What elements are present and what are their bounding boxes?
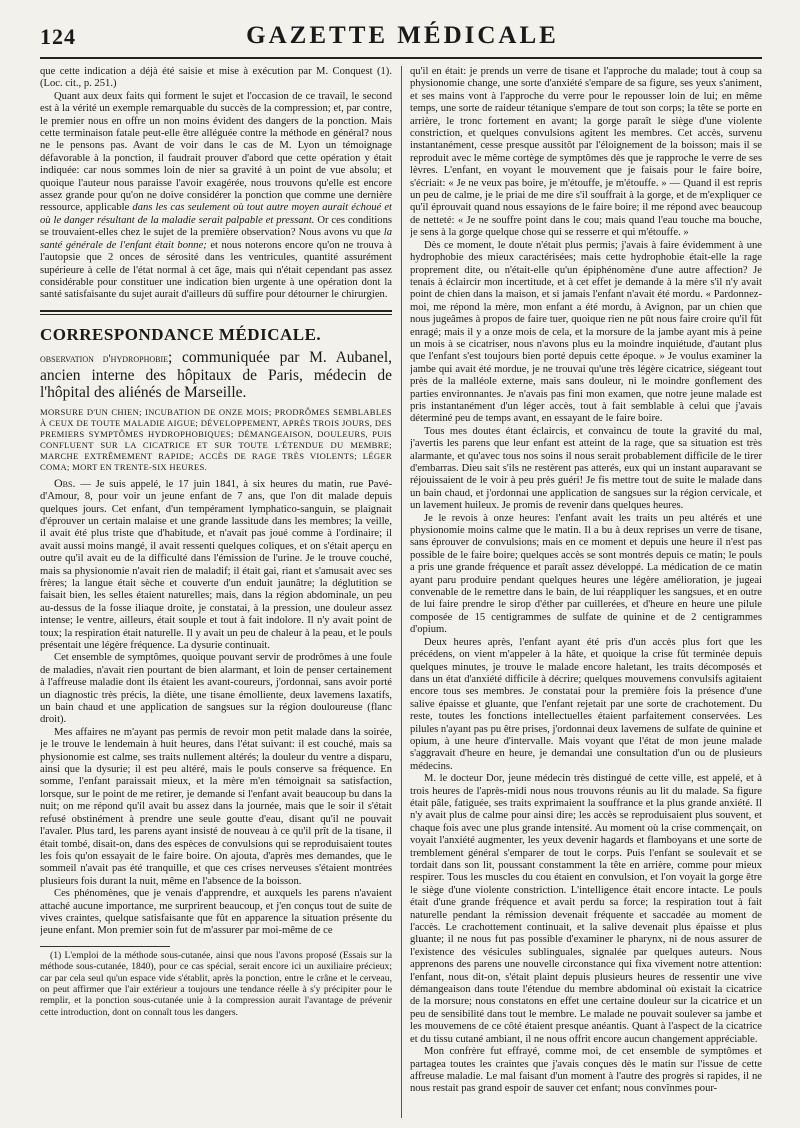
right-column [410, 66, 762, 1121]
paragraph: Deux heures après, l'enfant ayant été pris d'un accès plus fort que les précédens, on vient m'appeler à la hâte, et quoique la crise fût terminée depuis quelques minutes, je trouve le malade encore haletant, les traits décomposés et dans un état d'anxiété difficile à décrire; quelques mouvemens convulsifs agitaient encore tous ses membres. Je constatai pour la première fois la présence d'une salive épaisse et gluante, que l'enfant rejetait par une sorte de crachotement. Du reste, toutes les fonctions intellectuelles étaient parfaitement conservées. Les pilules n'ayant pas pu être prises, j'ordonnai deux lavemens de sulfate de quinine et opium, à une heure d'intervalle. Mais voyant que l'état de mon jeune malade s'aggravait d'heure en heure, je demandai une consultation d'un ou de plusieurs médecins. [410, 636, 762, 772]
article-summary: MORSURE D'UN CHIEN; INCUBATION DE ONZE MOIS; PRODRÔMES SEMBLABLES À CEUX DE TOUTE MALADIE AIGUE; DÉVELOPPEMENT, APRÈS TROIS JOURS, DES PREMIERS SYMPTÔMES HYDROPHOBIQUES; DÉMANGEAISON, DOULEURS, PUIS CONFLUENT SUR LA CICATRICE ET SUR TOUTE L'ÉTENDUE DU MEMBRE; MARCHE EXTRÊMEMENT RAPIDE; ACCÈS DE RAGE TRÈS VIOLENTS; LÉGER COMA; MORT EN TRENTE-SIX HEURES. [40, 406, 392, 472]
column-divider [401, 66, 402, 1118]
paragraph: Cet ensemble de symptômes, quoique pouvant servir de prodrômes à une foule de maladies, n'avait rien pourtant de bien alarmant, et loin de penser certainement à l'affreuse maladie dont ils étaient les avant-coureurs, j'ordonnai, sans avoir porté un diagnostic très précis, la diète, une tisane émolliente, deux lavemens laxatifs, un bain chaud et une application de sangsues sur la région douloureuse (flanc droit). [40, 652, 392, 726]
paragraph: Je le revois à onze heures: l'enfant avait les traits un peu altérés et une physionomie moins calme que le matin. Il a bu à deux reprises un verre de tisane, sans éprouver de convulsions; mais en ce moment et depuis une heure il n'est pas possible de le faire boire; quelques accès se sont montrés depuis ce matin; le pouls a pris une grande fréquence et paraît assez développé. La médication de ce matin ayant paru produire pendant quelques heures une légère amélioration, je jugeai convenable de le remettre dans le bain, de lui réappliquer les sangsues, et en outre de lui faire prendre le sirop d'éther par cuillerées, et d'heure en heure une pilule composée de 15 centigrammes de sulfate de quinine et de 2 centigrammes d'opium. [410, 512, 762, 636]
section-title: CORRESPONDANCE MÉDICALE. [40, 324, 322, 344]
paragraph: Mes affaires ne m'ayant pas permis de revoir mon petit malade dans la soirée, je le trouve le lendemain à huit heures, dans l'état suivant: il est couché, mais sa physionomie est calme, ses traits nullement altérés; la douleur du ventre a disparu, ainsi que la dysurie; il est peu altéré, mais le pouls conserve sa fréquence. En somme, l'enfant paraissait mieux, et la mère m'en témoignait sa satisfaction, lorsque, sur le point de me retirer, je demande si l'enfant avait beaucoup bu dans la nuit; on me répond qu'il avait bu assez dans la journée, mais que le soir il s'était refusé obstinément à prendre une seule goutte d'eau, disant qu'il ne pouvait l'avaler. Plus tard, les parens ayant insisté de nouveau à ce qu'il prît de la tisane, il était tombé, disait-on, dans des espèces de convulsions qui se reproduisaient toutes les fois qu'on essayait de le faire boire. On ajouta, d'après mes demandes, que le sommeil n'avait pas été tranquille, et que ces crises nerveuses s'étaient montrées plusieurs fois durant la nuit, même en l'absence de la boisson. [40, 726, 392, 887]
footnote-rule [40, 946, 170, 947]
paragraph: Quant aux deux faits qui forment le sujet et l'occasion de ce travail, le second est à la vérité un exemple remarquable du succès de la compression; et, par contre, le premier nous en offre un non moins évident des dangers de la ponction. Mais cette terminaison fatale peut-elle être alléguée contre la méthode en général? nous ne le pensons pas. Avant de voir dans le cas de M. Lyon un témoignage défavorable à la ponction, il faudrait prouver d'abord que cette opération y était indiquée: car nous sommes loin de nier sa gravité à un point de vue absolu; et quoique l'auteur nous paraisse l'avoir exagérée, nous trouvons qu'elle est encore assez grande pour qu'on ne doive considérer la ponction que comme une dernière ressource, applicable dans les cas seulement où tout autre moyen aurait échoué et où le danger résultant de la maladie serait palpable et pressant. Or ces conditions se trouvaient-elles chez le sujet de la première observation? Nous avons vu que la santé générale de l'enfant était bonne; et nous noterons encore qu'on ne trouva à l'autopsie que 2 onces de sérosité dans les ventricules, quantité assurément supérieure à celle de l'état normal à cet âge, mais qui n'était cependant pas assez considérable pour constituer une indication bien urgente à une opération dont la santé satisfaisante du sujet aurait d'ailleurs dû suffire pour détourner le chirurgien. [40, 90, 392, 301]
paragraph: Tous mes doutes étant éclaircis, et convaincu de toute la gravité du mal, j'avertis les parens que leur enfant est atteint de la rage, que sa situation est très alarmante, et qu'avec tous nos soins il nous serait probablement difficile de le tirer d'embarras. Dieu sait s'ils ne restèrent pas atterés, eux qui un instant auparavant se réjouissaient de le voir à peu près guéri! Je fis mettre tout de suite le malade dans un bain chaud, et j'ordonnai une application de sangsues sur la région cervicale, et un lavement huileux. Je promis de revenir dans quelques heures. [410, 425, 762, 512]
left-column [40, 66, 392, 1121]
paragraph: qu'il en était: je prends un verre de tisane et l'approche du malade; tout à coup sa physionomie change, une sorte d'anxiété s'empare de sa figure, ses yeux s'animent, et ses mains vont à l'approche du verre pour le repousser loin de lui; en même temps, une sorte de raideur tétanique s'empare de tout son corps; la tête se porte en arrière, le tronc fortement en avant; la gorge paraît le siège d'une violente constriction, et quelques convulsions agitent les membres. Cet accès, survenu instantanément, cesse presque aussitôt par l'éloignement de la boisson; mais il se reproduit avec le même cortège de symptômes dès que je rapproche le verre de ses lèvres. L'enfant, en voyant le mouvement que je faisais pour le faire boire, s'écriait: « Je ne veux pas boire, je m'étouffe, je m'étouffe. » — Quand il est repris un peu de calme, je le priai de me dire s'il souffrait à la gorge, et de m'expliquer ce qu'il éprouvait quand nous essayions de le faire boire; il me répond avec beaucoup de netteté: « Je ne souffre point dans le cou; mais quand l'eau touche ma bouche, je sens à la gorge quelque chose qui se resserre et qui m'étouffe. » [410, 66, 762, 239]
section-separator [40, 310, 392, 315]
page-number: 124 [40, 24, 76, 49]
paragraph: Obs. — Je suis appelé, le 17 juin 1841, à six heures du matin, rue Pavé-d'Amour, 8, pour voir un jeune enfant de 7 ans, que l'on dit malade depuis quelques jours. Cet enfant, d'un tempérament lymphatico-sanguin, se plaignait d'éprouver un certain malaise et une grande lassitude dans les membres; la veille, il avait été plus triste que d'habitude, et n'avait pas joué comme à l'ordinaire; il avait aussi moins mangé, il avait ressenti quelques coliques, et on s'était aperçu en outre qu'il avait eu de la difficulté dans l'émission de l'urine. Je le trouve couché, mais sa physionomie n'avait rien de maladif; il était gai, riant et s'amusait avec ses frères; la langue était sèche et couverte d'un enduit jaunâtre; la déglutition se faisait bien, les selles étaient naturelles; mais, dans la région abdominale, un peu au-dessus de la fosse iliaque droite, je constatai, à la pression, une douleur assez intense; le ventre, ailleurs, était souple et tout à fait indolore. Il n'y avait point de toux; la respiration était naturelle. Il y avait un peu de chaleur à la peau, et le pouls présentait une légère fréquence. La dysurie continuait. [40, 475, 392, 651]
paragraph: Ces phénomènes, que je venais d'apprendre, et auxquels les parens n'avaient attaché aucune importance, me surprirent beaucoup, et j'en conçus tout de suite de vives craintes, quelque satisfaisante que fût en apparence la situation présente du jeune enfant. Mon premier soin fut de m'assurer par moi-même de ce [40, 888, 392, 937]
paragraph: M. le docteur Dor, jeune médecin très distingué de cette ville, est appelé, et à trois heures de l'après-midi nous nous trouvons réunis au lit du malade. Sa figure était pâle, fatiguée, ses traits exprimaient la souffrance et la plus grande anxiété. Il n'y avait plus de calme pour ainsi dire; les accès se reproduisaient plus souvent, et chaque fois avec une plus grande intensité. Au moment où la crise commençait, on voyait l'anxiété augmenter, les yeux devenir hagards et flamboyans et une sorte de tremblement général s'emparer de tout le corps. Puis l'enfant se soulevait et se tordait dans son lit, poussant constamment la tête en arrière, comme pour mieux respirer. Tous les muscles du cou étaient en convulsion, et l'on voyait la gorge être le siège d'une violente constriction. L'intelligence était encore intacte. Le pouls était d'une grande fréquence et avait perdu sa force; la respiration tout à fait naturelle pendant la rémission devenait fréquente et saccadée au moment de l'accès. Le crachottement continuait, et la salive devenait plus épaisse et plus gluante; il ne nous fut pas possible d'examiner le pharynx, ni de nous assurer de l'existence des vésicules sublinguales, signalée par quelques auteurs. Nous apprenons des parens une nouvelle circonstance qui fixa vivement notre attention: l'enfant, nous dit-on, s'était plaint depuis plusieurs heures de ressentir une vive démangeaison dans toute l'étendue du membre abdominal où existait la cicatrice de la morsure; nous constatons en effet une certaine douleur sur la cicatrice et un peu de sensibilité dans tout le membre. Le malade ne pouvait soulever sa jambe et les mouvemens de ce côté étaient presque anéantis. Quant à l'aspect de la cicatrice et du tissu cutané ambiant, il ne nous offrit encore aucun changement appréciable. [410, 773, 762, 1045]
header-rule [40, 57, 762, 59]
paragraph: Dès ce moment, le doute n'était plus permis; j'avais à faire évidemment à une hydrophobie des mieux caractérisées; mais cette hydrophobie était-elle la rage proprement dite, ou n'était-elle qu'un épiphénomène d'une autre affection? Je tenais à éclaircir mon incertitude, et à cet effet je demande à la mère s'il n'y avait point de chien dans la maison, et si jamais l'enfant n'avait été mordu. « Pardonnez-moi, me répond la mère, mon enfant a été mordu, à Avignon, par un chien que nous jugeâmes à propos de faire tuer, quoique rien ne pût nous faire croire qu'il fût enragé; mais il y a onze mois de cela, et la morsure de la jambe ayant mis à peine un mois à se cicatriser, nous n'avons plus eu la moindre inquiétude, d'autant plus que l'enfant s'est toujours bien porté depuis cette époque. » Je voulus examiner la jambe qui avait été mordue, je ne trouvai qu'une très légère cicatrice, siégeant tout près de la malléole externe, mais sans douleur, ni le moindre gonflement des parties environnantes. Je n'avais pas fini mon examen, que notre jeune malade est pris instantanément d'un léger accès, tout à fait semblable à celui que j'avais déterminé peu de temps avant, en essayant de le faire boire. [410, 239, 762, 425]
journal-title: GAZETTE MÉDICALE [246, 22, 559, 49]
footnote: (1) L'emploi de la méthode sous-cutanée, ainsi que nous l'avons proposé (Essais sur la méthode sous-cutanée, 1840), pour ce cas spécial, serait encore ici un auxiliaire précieux; car par cela seul qu'un espace vide s'établit, après la ponction, entre le crâne et le cerveau, on peut affirmer que l'air extérieur a toujours une tendance réelle à s'y précipiter pour le remplir, et la ponction sous-cutanée unie à la compression aurait l'avantage de prévenir cette introduction, dont on connaît tous les dangers. [40, 949, 392, 1018]
page-header [40, 22, 765, 56]
paragraph: que cette indication a déjà été saisie et mise à exécution par M. Conquest (1). (Loc. cit., p. 251.) [40, 66, 392, 90]
article-title: observation d'hydrophobie; communiquée par M. Aubanel, ancien interne des hôpitaux de Paris, médecin de l'hôpital des aliénés de Marseille. [40, 348, 392, 401]
paragraph: Mon confrère fut effrayé, comme moi, de cet ensemble de symptômes et partagea toutes les craintes que j'avais conçues dès le matin sur l'issue de cette affreuse maladie. Le mal faisant d'un moment à l'autre des progrès si rapides, il ne nous restait pas grand espoir de sauver cet enfant; nous convînmes pour- [410, 1046, 762, 1095]
